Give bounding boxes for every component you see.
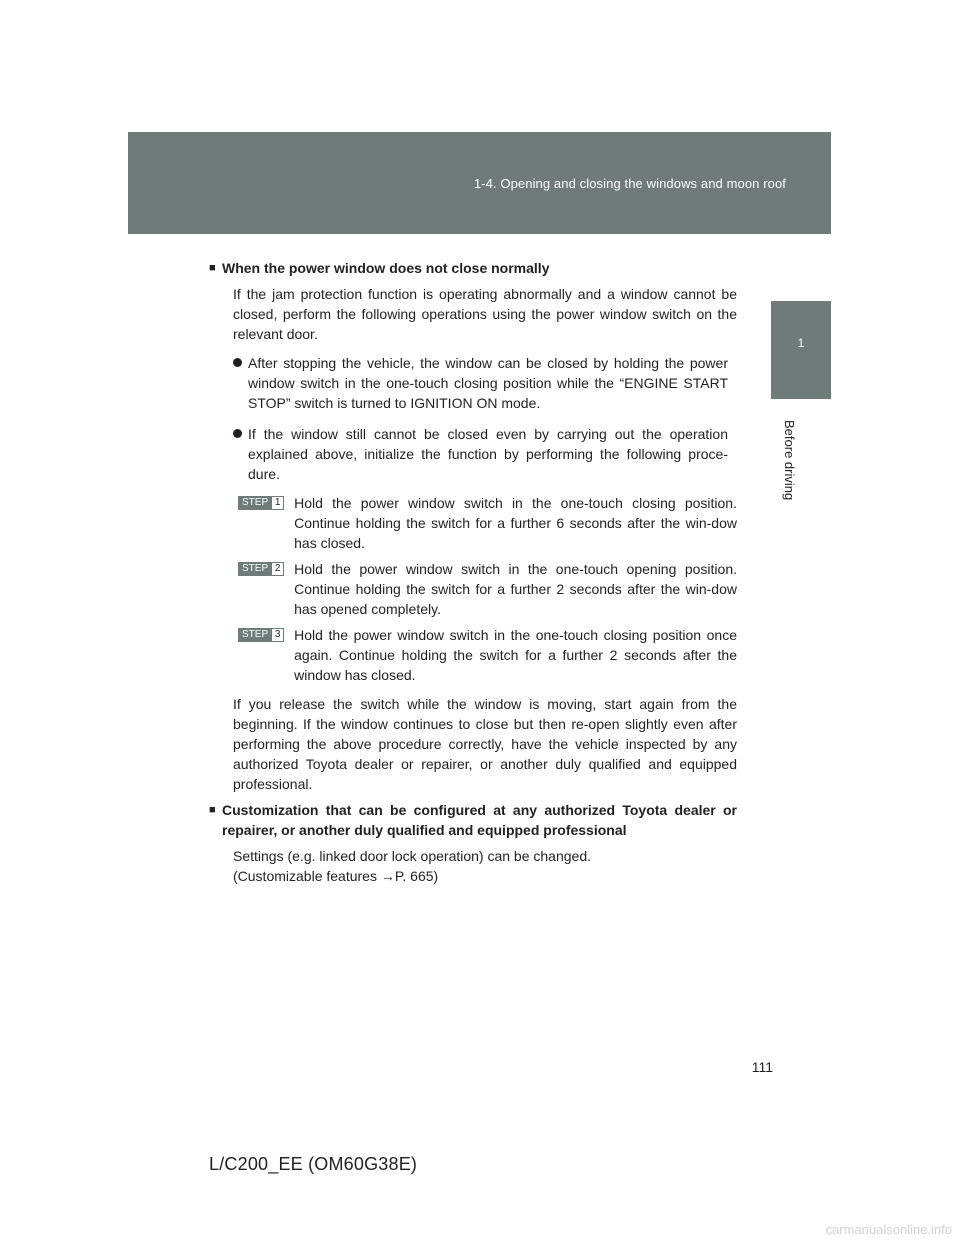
- section-heading: [209, 258, 737, 278]
- step-item: [238, 625, 737, 685]
- step-text: Hold the power window switch in the one-touch closing position. Continue holding the switch for a further 6 seconds after the win-dow has closed.: [294, 495, 737, 551]
- bullet-item: [233, 424, 728, 484]
- section-title: 1-4. Opening and closing the windows and moon roof: [473, 176, 786, 191]
- step-badge: [238, 562, 284, 576]
- step-label: STEP: [238, 628, 272, 642]
- section-heading: [209, 800, 737, 840]
- step-badge: [238, 628, 284, 642]
- paragraph-line: Settings (e.g. linked door lock operation) can be changed.: [233, 848, 592, 864]
- paragraph: If the jam protection function is operating abnormally and a window cannot be closed, perform the following operations using the power window switch on the relevant door.: [233, 286, 737, 342]
- page-number: 111: [751, 1059, 773, 1075]
- step-badge: [238, 496, 284, 510]
- page-content: [209, 258, 737, 886]
- watermark: carmanualsonline.info: [825, 1222, 952, 1237]
- cross-reference-link[interactable]: (Customizable features →P. 665): [233, 868, 439, 884]
- triangle-bullet-icon: ■: [209, 262, 216, 274]
- heading-text: Customization that can be configured at any authorized Toyota dealer or repairer, or another duly qualified and equipped professional: [222, 802, 737, 838]
- triangle-bullet-icon: ■: [209, 804, 216, 816]
- bullet-text: If the window still cannot be closed even by carrying out the operation explained above, initialize the function by performing the following proce-dure.: [248, 426, 728, 482]
- bullet-dot-icon: [233, 358, 242, 367]
- step-label: STEP: [238, 562, 272, 576]
- step-number: 2: [272, 562, 284, 576]
- step-item: [238, 493, 737, 553]
- chapter-label: Before driving: [782, 420, 797, 501]
- chapter-tab: [771, 301, 831, 399]
- step-number: 1: [272, 496, 284, 510]
- step-text: Hold the power window switch in the one-touch opening position. Continue holding the switch for a further 2 seconds after the win-dow has opened completely.: [294, 561, 737, 617]
- chapter-number: 1: [797, 336, 805, 350]
- paragraph: [233, 846, 737, 886]
- document-code: L/C200_EE (OM60G38E): [209, 1154, 418, 1174]
- step-text: Hold the power window switch in the one-touch closing position once again. Continue holding the switch for a further 2 seconds after the window has closed.: [294, 627, 737, 683]
- paragraph: If you release the switch while the window is moving, start again from the beginning. If the window continues to close but then re-open slightly even after performing the above procedure correctly, have the vehicle inspected by any authorized Toyota dealer or repairer, or another duly qualified and equipped professional.: [233, 696, 737, 792]
- step-item: [238, 559, 737, 619]
- step-number: 3: [272, 628, 284, 642]
- bullet-text: After stopping the vehicle, the window can be closed by holding the power window switch in the one-touch closing position while the “ENGINE START STOP” switch is turned to IGNITION ON mode.: [248, 355, 728, 411]
- bullet-dot-icon: [233, 429, 242, 438]
- heading-text: When the power window does not close normally: [222, 260, 550, 276]
- bullet-item: [233, 353, 728, 413]
- step-label: STEP: [238, 496, 272, 510]
